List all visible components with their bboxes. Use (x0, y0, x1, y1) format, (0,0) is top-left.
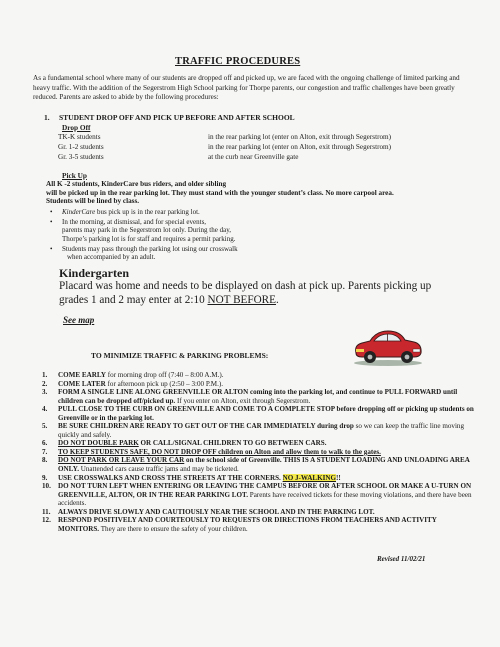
rule-bold: FORM A SINGLE LINE ALONG GREENVILLE OR ALTON coming into the parking lot, and continue to PULL FORWARD until children can be dropped off/picked up. (58, 388, 458, 405)
rule-bold: COME LATER (58, 379, 106, 388)
dropoff-row (58, 133, 478, 142)
rule-bold: ALWAYS DRIVE SLOWLY AND CAUTIOUSLY NEAR THE SCHOOL AND IN THE PARKING LOT. (58, 507, 375, 516)
rule-bold: PULL CLOSE TO THE CURB ON GREENVILLE AND COME TO A COMPLETE STOP before dropping off or picking up students on Greenville or in the parking lot. (58, 405, 474, 422)
list-item (42, 371, 478, 380)
rule-number: 6. (42, 439, 48, 448)
rule-number: 5. (42, 422, 48, 431)
list-item (42, 474, 478, 483)
dropoff-grade: Gr. 1-2 students (58, 143, 104, 151)
bullet-text: Thorpe’s parking lot is for staff and requires a permit parking. (62, 234, 236, 243)
list-item (42, 508, 478, 517)
minimize-heading: TO MINIMIZE TRAFFIC & PARKING PROBLEMS: (91, 351, 269, 360)
pickup-desc-line: All K -2 students, KinderCare bus riders, and older sibling (46, 180, 227, 188)
dropoff-label: Drop Off (62, 123, 91, 132)
list-item (42, 482, 478, 508)
dropoff-place: at the curb near Greenville gate (208, 153, 299, 161)
bullet-text: In the morning, at dismissal, and for special events, (62, 218, 207, 226)
rule-text: Unattended cars cause traffic jams and may be ticketed. (78, 465, 239, 474)
dropoff-row (58, 143, 478, 152)
rule-number: 11. (42, 507, 51, 516)
dropoff-grade: Gr. 3-5 students (58, 153, 104, 161)
rule-number: 9. (42, 473, 48, 482)
rule-underlined: DO NOT PARK OR LEAVE YOUR CAR (58, 456, 185, 465)
rule-number: 12. (42, 516, 51, 525)
bullet-dot-icon: • (50, 208, 53, 216)
rule-bold: COME EARLY (58, 371, 107, 379)
list-item (42, 516, 478, 533)
section-1-number: 1. (44, 113, 50, 122)
kindergarten-heading: Kindergarten (59, 266, 129, 280)
rule-bold: RESPOND POSITIVELY AND COURTEOUSLY TO REQUESTS OR DIRECTIONS FROM TEACHERS AND ACTIVITY MONITORS. (58, 516, 437, 533)
intro-paragraph: As a fundamental school where many of our students are dropped off and picked up, we are faced with the ongoing challenge of limited parking and heavy traffic. With the addition of the Segerstrom High School parking for Thorpe parents, our congestion and traffic challenges have been greatly reduced. Parents are asked to abide by the following procedures: (33, 74, 460, 102)
pickup-desc-line: Students will be lined by class. (46, 197, 140, 206)
rules-list (42, 371, 478, 533)
page-title: TRAFFIC PROCEDURES (175, 56, 301, 67)
section-1-heading (44, 113, 295, 122)
bullet-item (50, 208, 200, 216)
rule-text: If you enter on Alton, exit through Segerstrom. (175, 396, 311, 405)
rule-text: for afternoon pick up (2:50 – 3:00 P.M.). (105, 379, 223, 388)
dropoff-row (58, 153, 478, 162)
rule-bold: on the school side of Greenville. THIS IS A STUDENT LOADING AND UNLOADING AREA ONLY. (58, 456, 470, 474)
not-before-text: NOT BEFORE (207, 293, 276, 306)
rule-number: 3. (42, 388, 48, 397)
bullet-item (50, 218, 236, 243)
kindergarten-text (59, 280, 439, 307)
kindergarten-text-main: Placard was home and needs to be displayed on dash at pick up. Parents picking up grades 1 and 2 may enter at 2:10 (59, 280, 432, 306)
rule-text: for morning drop off (7:40 – 8:00 A.M.). (106, 371, 224, 379)
rule-number: 7. (42, 447, 48, 456)
dropoff-place: in the rear parking lot (enter on Alton, exit through Segerstrom) (208, 143, 392, 151)
list-item (42, 405, 478, 422)
bullet-text: when accompanied by an adult. (67, 253, 156, 262)
kindercare-text: KinderCare (62, 208, 96, 216)
see-map-link[interactable]: See map (63, 315, 95, 325)
no-jwalking-highlight: NO J-WALKING (282, 473, 336, 482)
rule-underlined: TO KEEP STUDENTS SAFE, DO NOT DROP OFF children on Alton and allow them to walk to the gates. (58, 447, 381, 456)
bullet-dot-icon: • (50, 245, 53, 253)
pickup-description (46, 180, 476, 206)
rule-bold: !! (336, 473, 341, 482)
rule-underlined: DO NOT DOUBLE PARK (58, 439, 139, 448)
rule-text: Parents have received tickets for these moving violations, and there have been accidents. (58, 490, 472, 508)
list-item (42, 380, 478, 389)
list-item (42, 422, 478, 439)
list-item (42, 448, 478, 457)
rule-number: 2. (42, 379, 48, 388)
rule-number: 8. (42, 456, 48, 465)
bullet-text: parents may park in the Segerstrom lot only. During the day, (62, 226, 231, 235)
list-item (42, 388, 478, 405)
list-item (42, 456, 478, 473)
list-item (42, 439, 478, 448)
dropoff-grade: TK-K students (58, 133, 101, 141)
bullet-text: bus pick up is in the rear parking lot. (95, 208, 200, 216)
bullet-dot-icon: • (50, 218, 53, 226)
pickup-label: Pick Up (62, 171, 87, 180)
dropoff-place: in the rear parking lot (enter on Alton, exit through Segerstrom) (208, 133, 392, 141)
rule-text: They are there to ensure the safety of your children. (99, 524, 248, 533)
rule-text: so we can keep the traffic line moving quickly and safely. (58, 422, 465, 439)
kindergarten-text-end: . (275, 293, 279, 306)
rule-bold: BE SURE CHILDREN ARE READY TO GET OUT OF THE CAR IMMEDIATELY during drop (58, 422, 354, 431)
rule-number: 4. (42, 405, 48, 414)
bullet-text: Students may pass through the parking lot using our crosswalk (62, 245, 238, 253)
rule-bold: OR CALL/SIGNAL CHILDREN TO GO BETWEEN CARS. (138, 439, 327, 448)
pickup-desc-line: will be picked up in the rear parking lot. They must stand with the younger student’s class. No more carpool area. (46, 188, 394, 197)
rule-number: 1. (42, 371, 48, 379)
rule-bold: USE CROSSWALKS AND CROSS THE STREETS AT THE CORNERS. (58, 473, 283, 482)
revised-date: Revised 11/02/21 (377, 555, 426, 563)
section-1-title: STUDENT DROP OFF AND PICK UP BEFORE AND AFTER SCHOOL (59, 113, 295, 122)
rule-number: 10. (42, 482, 51, 491)
car-icon (350, 323, 426, 367)
rule-bold: DO NOT TURN LEFT WHEN ENTERING OR LEAVING THE CAMPUS BEFORE OR AFTER SCHOOL OR MAKE A U-TURN ON GREENVILLE, ALTON, OR IN THE REAR PARKING LOT. (58, 482, 472, 499)
bullet-item (50, 245, 238, 262)
